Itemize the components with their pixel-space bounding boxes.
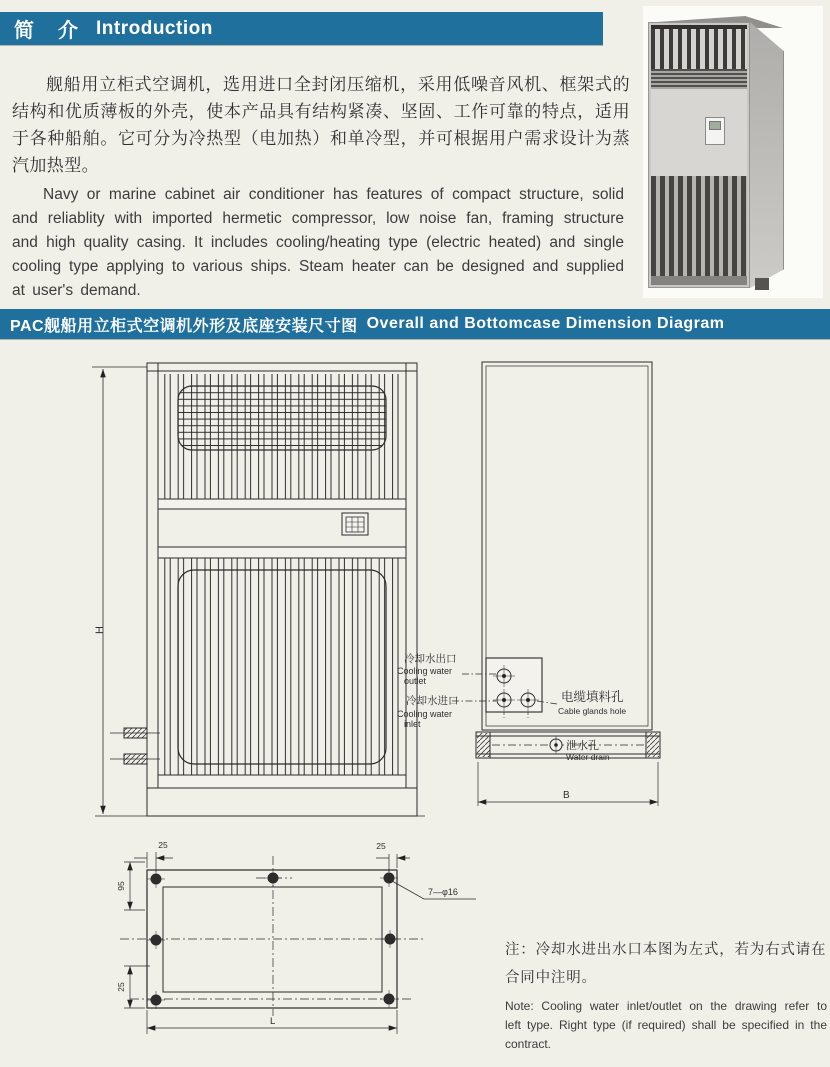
dim-top-left: 25 bbox=[158, 840, 168, 850]
cabinet-side-panel bbox=[750, 22, 784, 288]
front-bottom-grille bbox=[162, 558, 402, 775]
dimension-banner bbox=[0, 309, 830, 339]
length-dimension-label: L bbox=[270, 1016, 276, 1027]
dim-top-right: 25 bbox=[376, 841, 386, 851]
height-dimension-label: H bbox=[94, 626, 106, 634]
water-connection-box bbox=[486, 658, 542, 718]
cabinet-bottom-grille bbox=[651, 176, 747, 276]
dim-left-upper: 95 bbox=[116, 881, 126, 891]
cooling-water-outlet-label-en1: Cooling water bbox=[397, 666, 453, 676]
mounting-holes-label: 7—φ16 bbox=[428, 887, 458, 897]
dim-left-lower: 25 bbox=[116, 982, 126, 992]
depth-dimension-label: B bbox=[563, 790, 570, 801]
intro-paragraph-en: Navy or marine cabinet air conditioner has features of compact structure, solid and reliablity with imported hermetic compressor, low noise fan, framing structure and high quality casing. It includes cooling/heating type (electric heated) and single cooling type applying to various ships. Steam heater can be designed and supplied at user's demand. bbox=[12, 185, 624, 299]
pipe-stub-upper bbox=[124, 728, 147, 738]
bottomcase-plan bbox=[116, 840, 476, 1034]
cabinet-middle-panel bbox=[651, 89, 747, 176]
intro-banner bbox=[0, 12, 603, 45]
pipe-stub-lower bbox=[124, 754, 147, 764]
dimension-banner-title-en: Overall and Bottomcase Dimension Diagram bbox=[366, 315, 725, 332]
cooling-water-outlet-label-zh: 冷却水出口 bbox=[404, 653, 457, 665]
front-view bbox=[92, 363, 425, 816]
intro-paragraph-zh: 舰船用立柜式空调机，选用进口全封闭压缩机，采用低噪音风机、框架式的结构和优质薄板的外壳，使本产品具有结构紧凑、坚固、工作可靠的特点，适用于各种船舶。它可分为冷热型（电加热）和单冷型，并可根据用户需求设计为蒸汽加热型。 bbox=[12, 75, 630, 175]
note-zh: 注：冷却水进出水口本图为左式，若为右式请在合同中注明。 bbox=[505, 942, 827, 987]
cabinet-front-face bbox=[648, 22, 750, 288]
cooling-water-inlet-label-en2: inlet bbox=[404, 719, 421, 729]
note-block bbox=[505, 936, 827, 1054]
cabinet-control-panel bbox=[705, 117, 725, 145]
cooling-water-inlet-label-en1: Cooling water bbox=[397, 709, 453, 719]
side-view bbox=[452, 362, 660, 806]
intro-banner-title-en: Introduction bbox=[96, 17, 213, 39]
cooling-water-inlet-label-zh: 冷却水进口 bbox=[406, 695, 459, 707]
cabinet-foot bbox=[755, 278, 769, 290]
cabinet-top-grille bbox=[651, 25, 747, 69]
intro-banner-title-zh: 简 介 bbox=[14, 20, 80, 42]
note-en: Note: Cooling water inlet/outlet on the drawing refer to left type. Right type (if required) shall be specified in the contract. bbox=[505, 998, 827, 1051]
product-photo bbox=[643, 6, 823, 298]
cooling-water-outlet-label-en2: outlet bbox=[404, 676, 427, 686]
front-top-grille bbox=[162, 374, 402, 499]
cabinet-louver-strip bbox=[651, 69, 747, 89]
water-drain-label-zh: 泄水孔 bbox=[566, 740, 599, 752]
cable-glands-label-en: Cable glands hole bbox=[558, 706, 627, 716]
water-drain-label-en: Water drain bbox=[566, 752, 610, 762]
cable-glands-label-zh: 电缆填料孔 bbox=[561, 690, 624, 704]
cabinet-base bbox=[651, 276, 747, 285]
dimension-banner-title-zh: PAC舰船用立柜式空调机外形及底座安装尺寸图 bbox=[10, 317, 358, 335]
